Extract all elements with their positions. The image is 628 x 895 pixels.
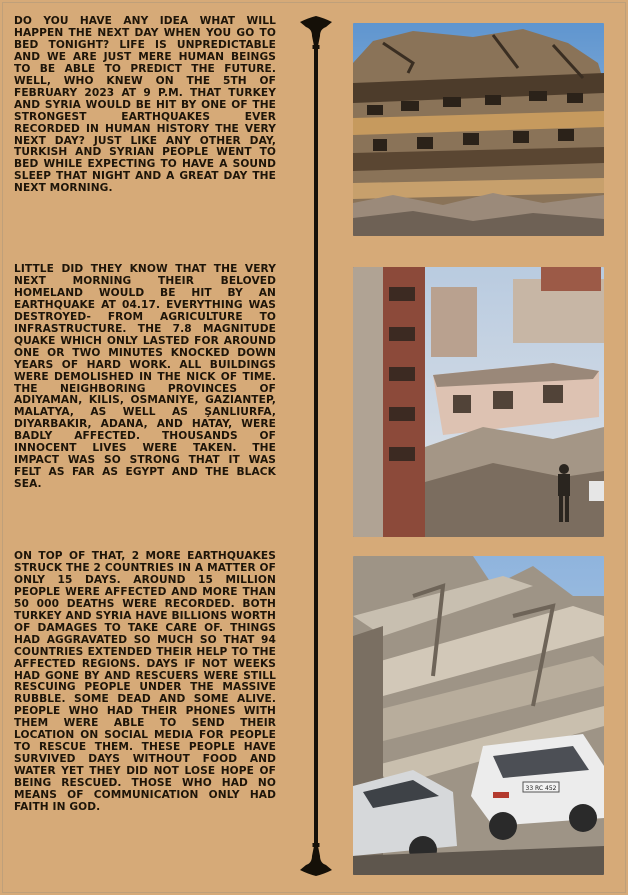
article-paragraph-2: LITTLE DID THEY KNOW THAT THE VERY NEXT MORNING THEIR BELOVED HOMELAND WOULD BE HIT BY AN EARTHQUAKE AT 04.17. EVERYTHING WAS DESTROYED- FROM AGRICULTURE TO INFRASTRUCTURE. THE 7.8 MAGNITUDE QUAKE WHICH ONLY LASTED FOR AROUND ONE OR TWO MINUTES KNOCKED DOWN YEARS OF HARD WORK. ALL BUILDINGS WERE DEMOLISHED IN THE NICK OF TIME. THE NEIGHBORING PROVINCES OF ADIYAMAN, KILIS, OSMANIYE, GAZIANTEP, MALATYA, AS WELL AS ŞANLIURFA, DIYARBAKIR, ADANA, AND HATAY, WERE BADLY AFFECTED. THOUSANDS OF INNOCENT LIVES WERE TAKEN. THE IMPACT WAS SO STRONG THAT IT WAS FELT AS FAR AS EGYPT AND THE BLACK SEA. [14, 263, 276, 491]
photo-collapsed-apartment-building [353, 23, 604, 236]
divider-bottom-finial-icon [300, 843, 332, 876]
license-plate: 33 RC 452 [525, 785, 557, 792]
divider-top-finial-icon [300, 16, 332, 49]
divider-rule [314, 48, 318, 844]
article-paragraph-3: ON TOP OF THAT, 2 MORE EARTHQUAKES STRUCK THE 2 COUNTRIES IN A MATTER OF ONLY 15 DAYS. AROUND 15 MILLION PEOPLE WERE AFFECTED AND MORE THAN 50 000 DEATHS WERE RECORDED. BOTH TURKEY AND SYRIA HAVE BILLIONS WORTH OF DAMAGES TO TAKE CARE OF. THINGS HAD AGGRAVATED SO MUCH SO THAT 94 COUNTRIES EXTENDED THEIR HELP TO THE AFFECTED REGIONS. DAYS IF NOT WEEKS HAD GONE BY AND RESCUERS WERE STILL RESCUING PEOPLE UNDER THE MASSIVE RUBBLE. SOME DEAD AND SOME ALIVE. PEOPLE WHO HAD THEIR PHONES WITH THEM WERE ABLE TO SEND THEIR LOCATION ON SOCIAL MEDIA FOR PEOPLE TO RESCUE THEM. THESE PEOPLE HAVE SURVIVED DAYS WITHOUT FOOD AND WATER YET THEY DID NOT LOSE HOPE OF BEING RESCUED. THOSE WHO HAD NO MEANS OF COMMUNICATION ONLY HAD FAITH IN GOD. [14, 550, 276, 814]
photo-rubble-over-crushed-cars [353, 556, 604, 875]
article-paragraph-1: DO YOU HAVE ANY IDEA WHAT WILL HAPPEN THE NEXT DAY WHEN YOU GO TO BED TONIGHT? LIFE IS UNPREDICTABLE AND WE ARE JUST MERE HUMAN BEINGS TO BE ABLE TO PREDICT THE FUTURE. WELL, WHO KNEW ON THE 5TH OF FEBRUARY 2023 AT 9 P.M. THAT TURKEY AND SYRIA WOULD BE HIT BY ONE OF THE STRONGEST EARTHQUAKES EVER RECORDED IN HUMAN HISTORY THE VERY NEXT DAY? JUST LIKE ANY OTHER DAY, TURKISH AND SYRIAN PEOPLE WENT TO BED WHILE EXPECTING TO HAVE A SOUND SLEEP THAT NIGHT AND A GREAT DAY THE NEXT MORNING. [14, 15, 276, 195]
photo-collapsed-street-with-rescuer [353, 267, 604, 537]
ornamental-divider [299, 16, 333, 876]
